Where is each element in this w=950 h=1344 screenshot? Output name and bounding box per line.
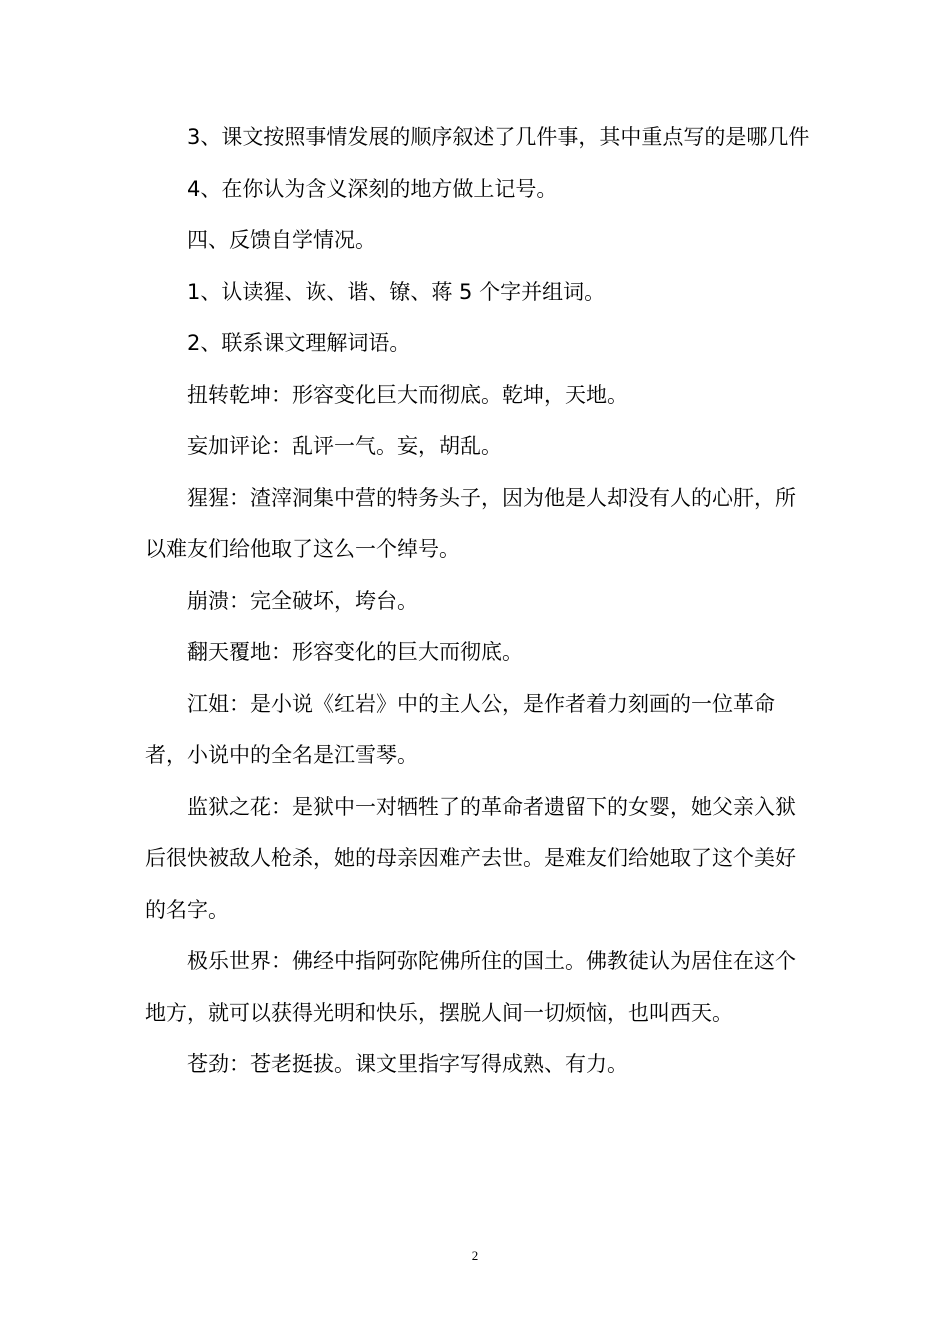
- page-body: [145, 112, 810, 1091]
- paragraph-question-4: 4、在你认为含义深刻的地方做上记号。: [187, 176, 558, 201]
- section-heading-feedback: 四、反馈自学情况。: [187, 228, 376, 252]
- definition-xingxing: 猩猩：渣滓洞集中营的特务头子，因为他是人却没有人的心肝，所以难友们给他取了这么一个绰号。: [145, 485, 796, 561]
- definition-cangjin: 苍劲：苍老挺拔。课文里指字写得成熟、有力。: [187, 1052, 628, 1076]
- definition-wangjia-pinglun: 妄加评论：乱评一气。妄，胡乱。: [187, 434, 502, 458]
- paragraph-question-3: 3、课文按照事情发展的顺序叙述了几件事，其中重点写的是哪几件: [187, 125, 810, 149]
- paragraph-task-1: 1、认读猩、诙、谐、镣、蒋 5 个字并组词。: [187, 279, 606, 304]
- definition-niuzhuan-qiankun: 扭转乾坤：形容变化巨大而彻底。乾坤，天地。: [187, 382, 628, 407]
- definition-jile-shijie: 极乐世界：佛经中指阿弥陀佛所住的国土。佛教徒认为居住在这个地方，就可以获得光明和快乐，摆脱人间一切烦恼，也叫西天。: [145, 949, 796, 1025]
- definition-jianyu-zhihua: 监狱之花：是狱中一对牺牲了的革命者遗留下的女婴，她父亲入狱后很快被敌人枪杀，她的母亲因难产去世。是难友们给她取了这个美好的名字。: [145, 794, 796, 922]
- definition-bengkui: 崩溃：完全破坏，垮台。: [187, 588, 418, 613]
- definition-jiangjie: 江姐：是小说《红岩》中的主人公，是作者着力刻画的一位革命者，小说中的全名是江雪琴。: [145, 691, 775, 767]
- page-number: 2: [471, 1248, 479, 1263]
- paragraph-task-2: 2、联系课文理解词语。: [187, 331, 411, 355]
- definition-fantian-fudi: 翻天覆地：形容变化的巨大而彻底。: [187, 640, 523, 664]
